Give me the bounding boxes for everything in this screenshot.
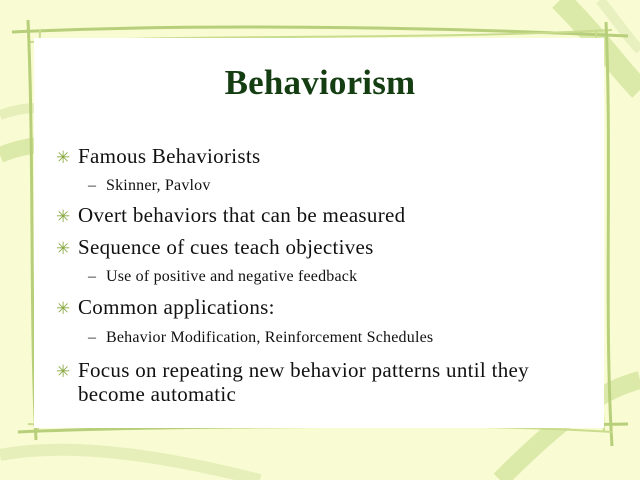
asterisk-bullet-icon: ✳ <box>56 148 71 167</box>
dash-bullet-icon: – <box>88 329 97 346</box>
dash-bullet-icon: – <box>88 177 97 194</box>
bullet-item <box>56 358 578 406</box>
sub-bullet-text: Skinner, Pavlov <box>106 177 211 194</box>
bullet-text: Common applications: <box>78 295 275 319</box>
sub-bullet-text: Use of positive and negative feedback <box>106 268 358 285</box>
bullet-item <box>56 203 405 228</box>
bullet-text: Focus on repeating new behavior patterns until they become automatic <box>78 358 529 406</box>
sub-bullet-item <box>88 177 211 195</box>
bullet-item <box>56 144 260 169</box>
bullet-text: Sequence of cues teach objectives <box>78 235 374 259</box>
bullet-item <box>56 295 275 320</box>
asterisk-bullet-icon: ✳ <box>56 207 71 226</box>
slide-title: Behaviorism <box>224 63 416 102</box>
dash-bullet-icon: – <box>88 268 97 285</box>
sub-bullet-item <box>88 329 433 347</box>
asterisk-bullet-icon: ✳ <box>56 299 71 318</box>
asterisk-bullet-icon: ✳ <box>56 362 71 381</box>
asterisk-bullet-icon: ✳ <box>56 239 71 258</box>
decor-swoosh-bottom-left <box>0 450 260 480</box>
bullet-item <box>56 235 374 260</box>
sub-bullet-item <box>88 268 357 286</box>
frame-line-top <box>12 27 628 36</box>
sub-bullet-text: Behavior Modification, Reinforcement Schedules <box>106 329 434 346</box>
bullet-text: Famous Behaviorists <box>78 144 261 168</box>
bullet-text: Overt behaviors that can be measured <box>78 203 406 227</box>
